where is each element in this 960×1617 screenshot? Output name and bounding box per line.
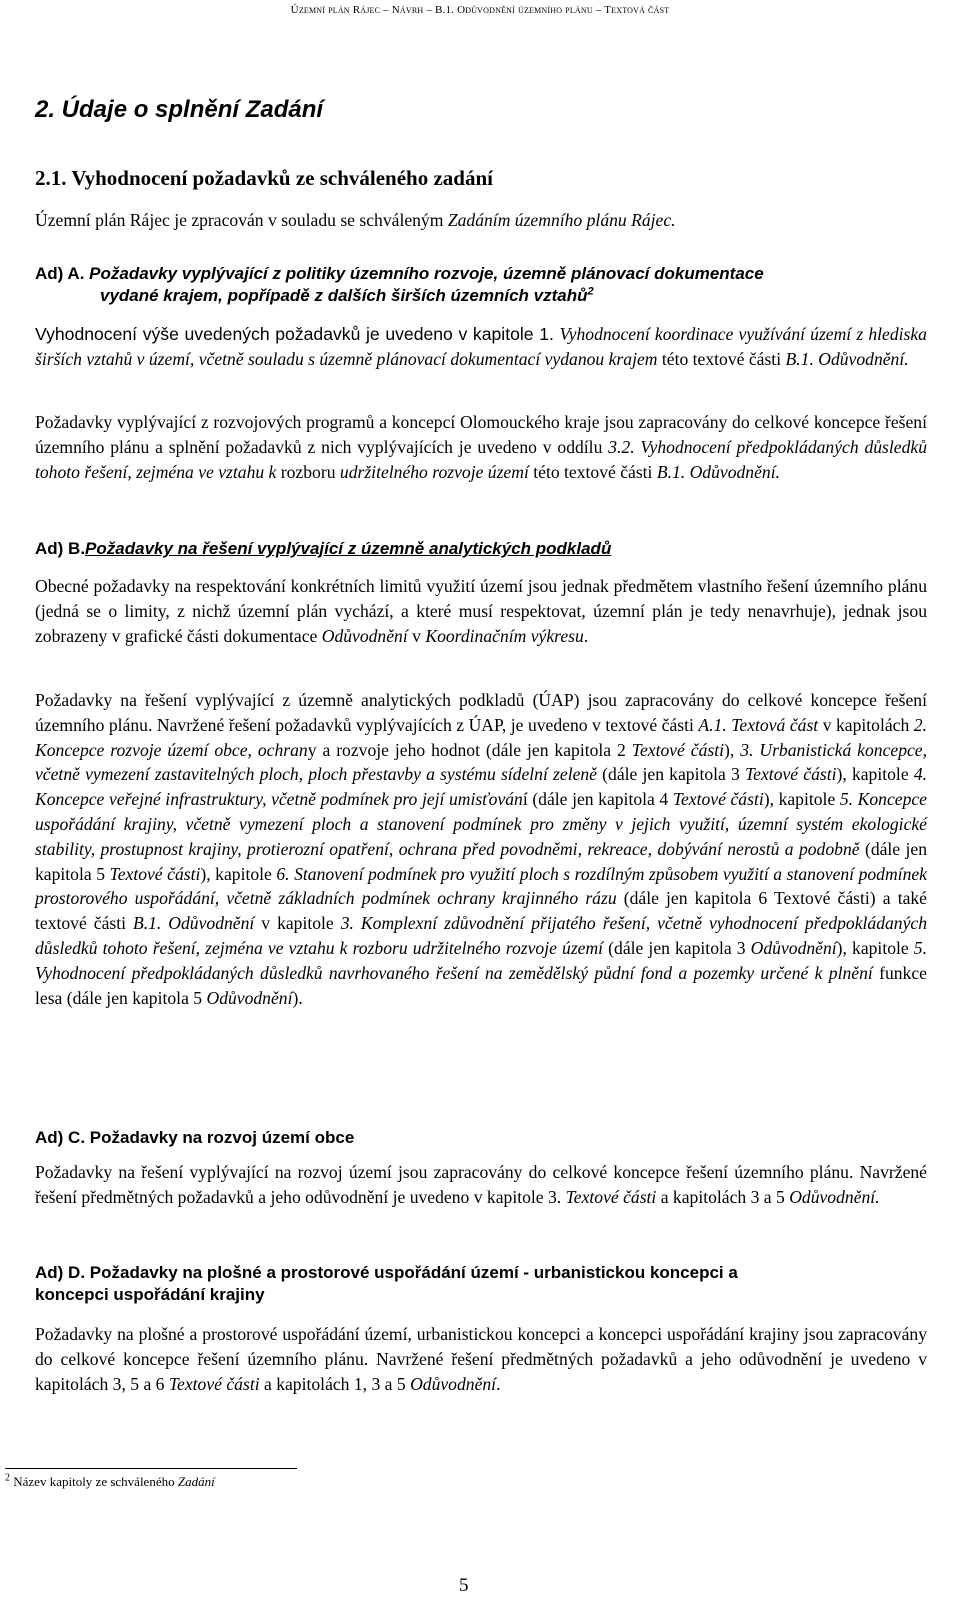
ad-d-title-line1: Ad) D. Požadavky na plošné a prostorové uspořádání území - urbanistickou koncepci a — [35, 1263, 738, 1282]
ad-b-paragraph-1 — [35, 574, 927, 648]
intro-paragraph — [35, 208, 927, 233]
ad-a-title-line2 — [35, 285, 927, 307]
ad-b-p2-k: ), kapitole — [836, 764, 914, 785]
footnote — [5, 1474, 215, 1490]
ad-d-p1-text3: . — [496, 1373, 501, 1394]
ad-a-heading — [35, 263, 927, 307]
ad-a-paragraph-2 — [35, 410, 927, 484]
ad-b-label: Ad) B. — [35, 539, 86, 558]
ad-b-p2-i: (dále jen kapitola 3 — [597, 764, 746, 785]
ad-d-paragraph — [35, 1322, 927, 1396]
ad-b-p2-q: (dále jen kapitola 5 — [35, 838, 928, 884]
intro-text: Územní plán Rájec je zpracován v souladu se schváleným — [35, 210, 448, 230]
ad-b-p2-m: í (dále jen kapitola 4 — [522, 789, 673, 810]
subsection-title: 2.1. Vyhodnocení požadavků ze schváleného zadání — [35, 166, 494, 190]
ad-b-p2-x: 3. Komplexní zdůvodnění přijatého řešení, včetně vyhodnocení předpokládaných důsledků tohoto řešení, zejména ve vztahu k rozboru udržitelného rozvoje území — [35, 913, 928, 958]
ad-d-p1-italic2: Odůvodnění — [410, 1373, 497, 1394]
ad-b-p2-aa: ), kapitole — [836, 937, 914, 958]
ad-b-p2-ae: ). — [292, 987, 303, 1008]
ad-b-p1-text2: v — [407, 625, 426, 646]
ad-d-p1-italic: Textové části — [168, 1373, 260, 1394]
ad-b-paragraph-2 — [35, 688, 927, 1010]
ad-b-p2-ab: 5. Vyhodnocení předpokládaných důsledků navrhovaného řešení na zemědělský půdní fond a pozemky určené k plnění — [35, 937, 927, 983]
ad-b-p2-f: Textové části — [631, 739, 725, 760]
ad-b-p2-w: v kapitole — [254, 913, 341, 934]
ad-a-title-line1: Požadavky vyplývající z politiky územního rozvoje, územně plánovací dokumentace — [84, 264, 764, 283]
ad-b-title: Požadavky na řešení vyplývající z územně analytických podkladů — [85, 539, 612, 558]
ad-b-p2-d: 2. Koncepce rozvoje území obce, ochran — [35, 714, 927, 760]
ad-b-p2-p: 5. Koncepce uspořádání krajiny, včetně vymezení ploch a stanovení podmínek pro změny v jejich využití, územní systém ekologické stability, prostupnost krajiny, protierozní opatření, ochrana před povodněmi, rekreace, dobývání nerostů a podobně — [35, 789, 927, 859]
ad-d-p1-text2: a kapitolách 1, 3 a 5 — [259, 1373, 411, 1394]
ad-b-p2-c: v kapitolách — [818, 714, 914, 735]
ad-d-heading — [35, 1262, 927, 1306]
ad-a-p2-italic: 3.2. Vyhodnocení předpokládaných důsledků tohoto řešení, zejména ve vztahu k — [35, 436, 927, 482]
ad-c-p1-text: Požadavky na řešení vyplývající na rozvoj území jsou zapracovány do celkové koncepce řešení územního plánu. Navržené řešení předmětných požadavků a jeho odůvodnění je uvedeno v kapitole 3. — [35, 1162, 927, 1207]
ad-b-p2-b: A.1. Textová část — [698, 714, 819, 735]
ad-a-p1-text2: této textové části — [657, 348, 786, 369]
ad-b-p2-h: 3. Urbanistická koncepce, včetně vymezení zastavitelných ploch, ploch přestavby a systému sídelní zeleně — [35, 739, 928, 785]
ad-a-label: Ad) A. — [35, 264, 85, 283]
ad-b-p2-z: Odůvodnění — [750, 937, 837, 958]
ad-b-p2-u: (dále jen kapitola 6 Textové části) a také textové části — [35, 888, 927, 934]
running-header-text: Územní plán Rájec – Návrh – B.1. Odůvodnění územního plánu – Textová část — [290, 4, 670, 16]
ad-b-p2-g: ), — [724, 739, 741, 760]
ad-a-p1-italic: Vyhodnocení koordinace využívání území z hlediska širších vztahů v území, včetně souladu s územně plánovací dokumentací vydanou krajem — [35, 324, 927, 369]
ad-b-p2-j: Textové části — [745, 764, 837, 785]
ad-b-p2-v: B.1. Odůvodnění — [132, 913, 255, 934]
footnote-text: Název kapitoly ze schváleného — [10, 1474, 178, 1489]
ad-b-p2-r: Textové části — [109, 863, 201, 884]
ad-b-heading — [35, 538, 927, 560]
section-title: 2. Údaje o splnění Zadání — [35, 96, 324, 123]
ad-c-p1-italic: Textové části — [565, 1186, 657, 1207]
ad-b-p2-n: Textové části — [672, 789, 764, 810]
ad-b-p2-ad: Odůvodnění — [206, 987, 293, 1008]
ad-c-paragraph — [35, 1160, 927, 1210]
running-header — [0, 4, 960, 16]
ad-a-p1-text: Vyhodnocení výše uvedených požadavků je uvedeno v kapitole 1. — [35, 324, 560, 344]
ad-b-p2-ac: funkce lesa (dále jen kapitola 5 — [35, 962, 927, 1008]
ad-a-paragraph-1 — [35, 322, 927, 372]
ad-b-p2-a: Požadavky na řešení vyplývající z územně analytických podkladů (ÚAP) jsou zapracovány do celkové koncepce řešení územního plánu. Navržené řešení požadavků vyplývajících z ÚAP, je uvedeno v textové části — [35, 690, 927, 735]
ad-d-title-line2: koncepci uspořádání krajiny — [35, 1285, 265, 1304]
ad-b-p2-o: ), kapitole — [763, 789, 840, 810]
ad-a-p1-italic2: B.1. Odůvodnění. — [785, 348, 909, 369]
ad-b-p1-text3: . — [583, 625, 589, 646]
footnote-number: 2 — [5, 1472, 10, 1484]
ad-c-heading: Ad) C. Požadavky na rozvoj území obce — [35, 1128, 355, 1147]
ad-b-p2-t: 6. Stanovení podmínek pro využití ploch s rozdílným způsobem využití a stanovení podmínek prostorového uspořádání, včetně základních podmínek ochrany krajinného rázu — [35, 863, 927, 909]
ad-d-p1-text: Požadavky na plošné a prostorové uspořádání území, urbanistickou koncepci a koncepci uspořádání krajiny jsou zapracovány do celkové koncepce řešení územního plánu. Navržené řešení předmětných požadavků a jeho odůvodnění je uvedeno v kapitolách 3, 5 a 6 — [35, 1324, 927, 1394]
ad-c-p1-italic2: Odůvodnění. — [789, 1186, 880, 1207]
page-number: 5 — [459, 1575, 469, 1596]
ad-b-p2-e: y a rozvoje jeho hodnot (dále jen kapitola 2 — [307, 739, 632, 760]
ad-c-p1-text2: a kapitolách 3 a 5 — [656, 1186, 790, 1207]
ad-a-p2-text3: této textové části — [528, 461, 657, 482]
ad-a-p2-italic3: B.1. Odůvodnění. — [656, 461, 780, 482]
ad-a-p2-text: Požadavky vyplývající z rozvojových programů a koncepcí Olomouckého kraje jsou zapracovány do celkové koncepce řešení územního plánu a splnění požadavků z nich vyplývajících je uvedeno v oddílu — [35, 412, 927, 457]
ad-b-p2-l: 4. Koncepce veřejné infrastruktury, včetně podmínek pro její umisťován — [35, 764, 928, 810]
ad-b-p1-italic2: Koordinačním výkresu — [425, 625, 584, 646]
intro-text-italic: Zadáním územního plánu Rájec. — [447, 210, 676, 230]
ad-b-p2-y: (dále jen kapitola 3 — [603, 937, 751, 958]
footnote-separator — [5, 1468, 297, 1469]
footnote-ref: 2 — [587, 285, 594, 298]
footnote-text-italic: Zadání — [177, 1474, 215, 1489]
ad-b-p1-text: Obecné požadavky na respektování konkrétních limitů využití území jsou jednak předmětem vlastního řešení územního plánu (jedná se o limity, z nichž územní plán vychází, a které musí respektovat, územní plán je tedy nenavrhuje), jednak jsou zobrazeny v grafické části dokumentace — [35, 576, 927, 646]
ad-a-p2-text2: rozboru — [276, 461, 340, 482]
ad-a-p2-italic2: udržitelného rozvoje území — [339, 461, 529, 482]
ad-a-title-line2-text: vydané krajem, popřípadě z dalších širších územních vztahů — [100, 286, 588, 305]
ad-b-p2-s: ), kapitole — [200, 863, 277, 884]
ad-b-p1-italic: Odůvodnění — [321, 625, 408, 646]
